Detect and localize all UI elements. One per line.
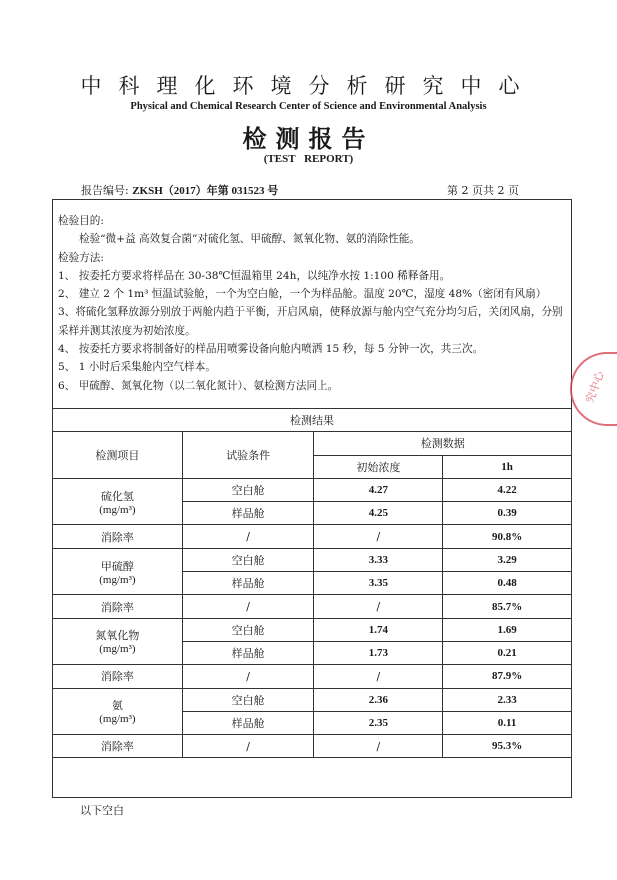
removal-rate-label: 消除率	[53, 595, 183, 618]
removal-rate-value: 85.7%	[443, 595, 572, 618]
method-step: 3、将硫化氢释放源分别放于两舱内趋于平衡，开启风扇，使释放源与舱内空气充分均匀后，关闭风扇，分别采样并测其浓度为初始浓度。	[58, 306, 563, 337]
na-cell: /	[182, 525, 314, 548]
na-cell: /	[314, 665, 443, 688]
table-row	[53, 478, 572, 501]
item-cell	[53, 618, 183, 665]
condition-cell: 空白舱	[182, 548, 314, 571]
item-unit: (mg/m³)	[99, 643, 136, 656]
item-unit: (mg/m³)	[99, 573, 136, 586]
1h-value: 0.39	[443, 502, 572, 525]
table-row	[53, 618, 572, 641]
method-section	[58, 212, 573, 395]
header-data: 检测数据	[314, 432, 572, 455]
table-row	[53, 735, 572, 758]
header-condition: 试验条件	[182, 432, 314, 479]
na-cell: /	[182, 665, 314, 688]
1h-value: 0.11	[443, 711, 572, 734]
item-unit: (mg/m³)	[99, 503, 136, 516]
1h-value: 3.29	[443, 548, 572, 571]
item-cell	[53, 478, 183, 525]
item-name: 甲硫醇	[100, 559, 134, 573]
report-number	[81, 182, 278, 198]
1h-value: 4.22	[443, 478, 572, 501]
header-initial: 初始浓度	[314, 455, 443, 478]
item-unit: (mg/m³)	[99, 713, 136, 726]
initial-value: 4.25	[314, 502, 443, 525]
na-cell: /	[182, 735, 314, 758]
condition-cell: 样品舱	[182, 572, 314, 595]
removal-rate-value: 95.3%	[443, 735, 572, 758]
removal-rate-label: 消除率	[53, 665, 183, 688]
condition-cell: 空白舱	[182, 618, 314, 641]
na-cell: /	[314, 595, 443, 618]
method-step: 6、 甲硫醇、氮氧化物（以二氧化氮计）、氨检测方法同上。	[58, 379, 339, 392]
report-title-en: (TEST REPORT)	[263, 153, 354, 165]
condition-cell: 样品舱	[182, 502, 314, 525]
blank-below-note: 以下空白	[80, 804, 124, 817]
initial-value: 3.35	[314, 572, 443, 595]
initial-value: 2.35	[314, 711, 443, 734]
purpose-text: 检验“微+益 高效复合菌”对硫化氢、甲硫醇、氮氧化物、氨的消除性能。	[79, 233, 420, 246]
org-name-cn: 中科理化环境分析研究中心	[80, 74, 537, 98]
page-indicator: 第 2 页共 2 页	[447, 184, 519, 197]
removal-rate-label: 消除率	[53, 525, 183, 548]
report-title-cn: 检测报告	[242, 124, 375, 153]
method-step: 4、 按委托方要求将制备好的样品用喷雾设备向舱内喷洒 15 秒，每 5 分钟一次，共三次。	[58, 343, 484, 356]
initial-value: 1.74	[314, 618, 443, 641]
table-row	[53, 548, 572, 571]
header-1h: 1h	[443, 455, 572, 478]
condition-cell: 样品舱	[182, 711, 314, 734]
results-table	[52, 408, 572, 758]
seal-text: 究中心	[583, 369, 607, 405]
item-cell	[53, 548, 183, 595]
org-name-en: Physical and Chemical Research Center of Science and Environmental Analysis	[130, 101, 487, 112]
removal-rate-value: 87.9%	[443, 665, 572, 688]
table-row	[53, 595, 572, 618]
na-cell: /	[314, 525, 443, 548]
report-number-label: 报告编号:	[81, 184, 129, 197]
results-caption: 检测结果	[53, 409, 572, 432]
method-step: 1、 按委托方要求将样品在 30-38℃恒温箱里 24h，以纯净水按 1:100 稀释备用。	[58, 269, 451, 282]
table-row	[53, 688, 572, 711]
item-cell	[53, 688, 183, 735]
method-label: 检验方法:	[58, 251, 104, 264]
initial-value: 1.73	[314, 641, 443, 664]
item-name: 氨	[111, 699, 123, 713]
na-cell: /	[314, 735, 443, 758]
condition-cell: 样品舱	[182, 641, 314, 664]
table-row	[53, 665, 572, 688]
table-row	[53, 525, 572, 548]
method-step: 5、 1 小时后采集舱内空气样本。	[58, 361, 216, 374]
removal-rate-value: 90.8%	[443, 525, 572, 548]
item-name: 氮氧化物	[95, 629, 140, 643]
official-seal	[570, 352, 617, 426]
initial-value: 4.27	[314, 478, 443, 501]
1h-value: 0.21	[443, 641, 572, 664]
header-item: 检测项目	[53, 432, 183, 479]
na-cell: /	[182, 595, 314, 618]
method-step: 2、 建立 2 个 1m³ 恒温试验舱，一个为空白舱，一个为样品舱。温度 20℃，湿度 48%（密闭有风扇）	[58, 288, 547, 301]
purpose-label: 检验目的:	[58, 215, 104, 227]
condition-cell: 空白舱	[182, 688, 314, 711]
1h-value: 1.69	[443, 618, 572, 641]
report-number-value: ZKSH（2017）年第 031523 号	[132, 185, 279, 197]
condition-cell: 空白舱	[182, 478, 314, 501]
1h-value: 2.33	[443, 688, 572, 711]
initial-value: 2.36	[314, 688, 443, 711]
item-name: 硫化氢	[100, 489, 134, 503]
initial-value: 3.33	[314, 548, 443, 571]
removal-rate-label: 消除率	[53, 735, 183, 758]
1h-value: 0.48	[443, 572, 572, 595]
